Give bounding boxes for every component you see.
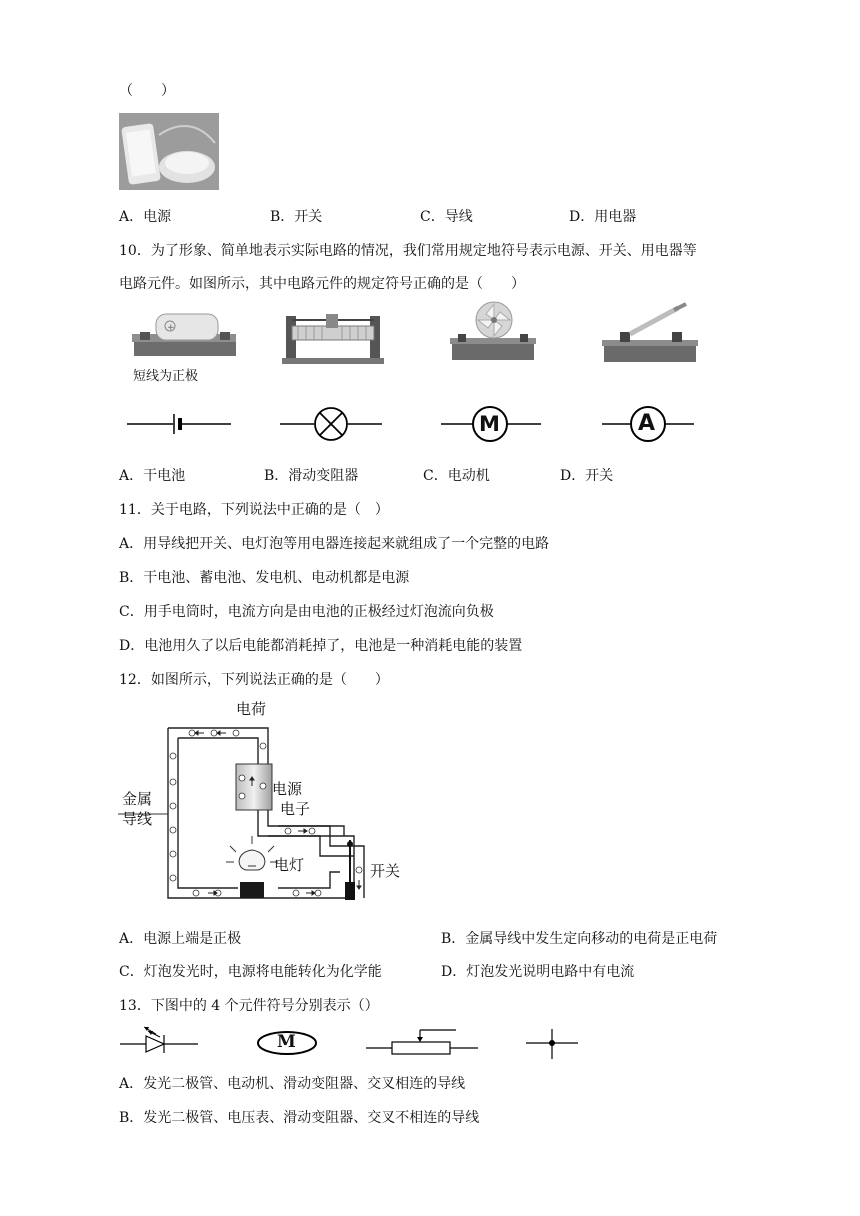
q13-option-b: B．发光二极管、电压表、滑动变阻器、交叉不相连的导线 <box>119 1110 480 1126</box>
label-electron: 电子 <box>280 800 311 818</box>
q9-option-d: D．用电器 <box>569 209 637 225</box>
q10-stem-line1: 10．为了形象、简单地表示实际电路的情况，我们常用规定地符号表示电源、开关、用电器等 <box>119 243 697 259</box>
q13-option-a: A．发光二极管、电动机、滑动变阻器、交叉相连的导线 <box>119 1076 466 1092</box>
label-lamp: 电灯 <box>274 856 305 874</box>
q9-answer-bracket: （ ） <box>119 83 175 99</box>
ammeter-symbol <box>602 406 694 446</box>
q12-option-b: B．金属导线中发生定向移动的电荷是正电荷 <box>441 931 718 947</box>
q12-option-d: D．灯泡发光说明电路中有电流 <box>441 964 635 980</box>
q10-option-b: B．滑动变阻器 <box>264 468 359 484</box>
label-metal: 金属 <box>122 790 153 808</box>
q10-option-a: A．干电池 <box>119 468 186 484</box>
q10-option-d: D．开关 <box>560 468 614 484</box>
q11-option-a: A．用导线把开关、电灯泡等用电器连接起来就组成了一个完整的电路 <box>119 536 550 552</box>
label-charge: 电荷 <box>236 700 267 718</box>
q13-stem: 13．下图中的 4 个元件符号分别表示（） <box>119 998 379 1014</box>
motor-symbol-q13-letter: M <box>277 1032 296 1052</box>
led-symbol <box>120 1024 198 1062</box>
label-power-source: 电源 <box>272 780 303 798</box>
q9-option-b: B．开关 <box>270 209 323 225</box>
q9-option-c: C．导线 <box>420 209 473 225</box>
rheostat-symbol <box>366 1026 478 1060</box>
label-switch: 开关 <box>370 862 401 880</box>
phone-wireless-charger-photo <box>119 113 219 190</box>
svg-text:+: + <box>167 323 175 333</box>
q11-option-d: D．电池用久了以后电能都消耗掉了，电池是一种消耗电能的装置 <box>119 638 523 654</box>
q12-option-c: C．灯泡发光时，电源将电能转化为化学能 <box>119 964 382 980</box>
motor-symbol-letter: M <box>479 412 500 436</box>
motor-symbol-q10 <box>441 406 541 446</box>
battery-caption: 短线为正极 <box>133 369 199 384</box>
ammeter-symbol-letter: A <box>638 411 656 436</box>
q11-option-c: C．用手电筒时，电流方向是由电池的正极经过灯泡流向负极 <box>119 604 494 620</box>
q11-option-b: B．干电池、蓄电池、发电机、电动机都是电源 <box>119 570 410 586</box>
motor-fan-photo <box>448 300 538 366</box>
q12-option-a: A．电源上端是正极 <box>119 931 242 947</box>
q11-stem: 11．关于电路，下列说法中正确的是（ ） <box>119 502 389 518</box>
q12-stem: 12．如图所示，下列说法正确的是（ ） <box>119 672 389 688</box>
battery-holder-photo <box>130 306 240 366</box>
label-wire: 导线 <box>122 810 153 828</box>
q10-option-c: C．电动机 <box>423 468 490 484</box>
motor-symbol-q13 <box>256 1030 318 1060</box>
lamp-symbol <box>280 406 382 446</box>
wire-junction-symbol <box>526 1029 578 1063</box>
rheostat-photo <box>278 306 388 370</box>
q10-stem-line2: 电路元件。如图所示，其中电路元件的规定符号正确的是（ ） <box>119 276 525 292</box>
q9-option-a: A．电源 <box>119 209 172 225</box>
cell-symbol <box>127 408 231 444</box>
knife-switch-photo <box>600 300 700 368</box>
electron-flow-circuit-diagram <box>118 696 408 908</box>
